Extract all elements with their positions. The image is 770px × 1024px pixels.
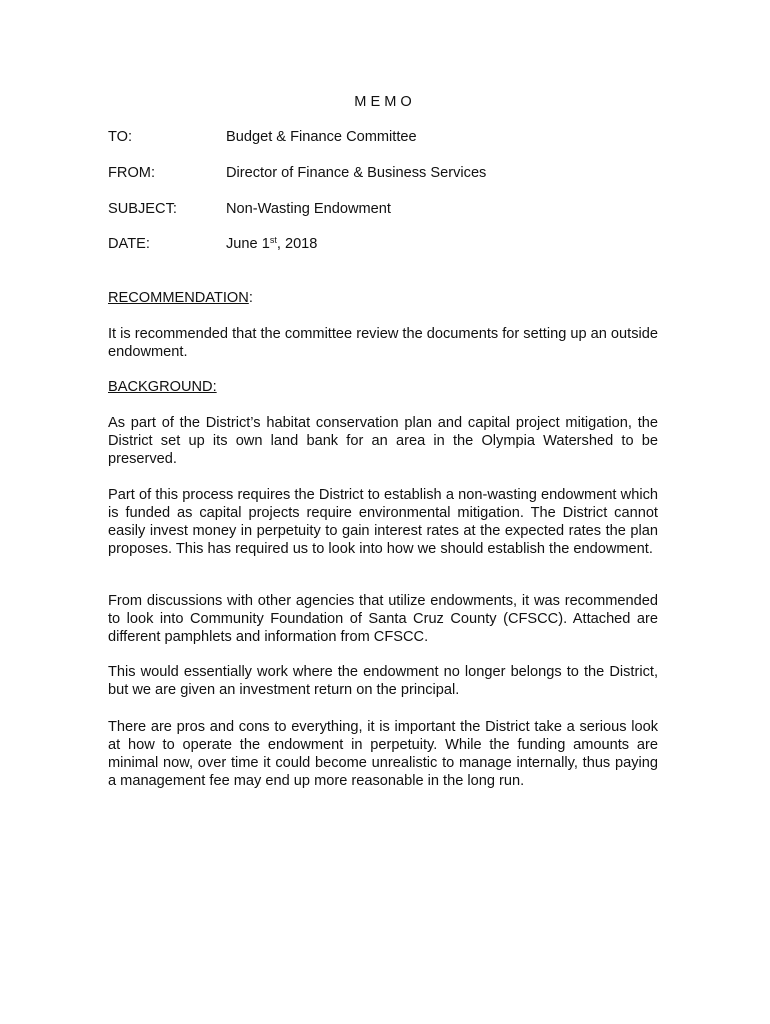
from-label: FROM: xyxy=(108,165,156,181)
to-label: TO: xyxy=(108,129,133,145)
to-value: Budget & Finance Committee xyxy=(226,129,417,145)
from-value: Director of Finance & Business Services xyxy=(226,165,487,181)
date-label: DATE: xyxy=(108,236,150,252)
memo-title: MEMO xyxy=(354,94,416,110)
recommendation-heading xyxy=(108,289,253,307)
date-value xyxy=(226,235,317,253)
to-row xyxy=(108,128,668,148)
subject-row xyxy=(108,200,668,220)
background-paragraph-3: From discussions with other agencies that utilize endowments, it was recommended to look into Community Foundation of Santa Cruz County (CFSCC). Attached are different pamphlets and information from CFSCC. xyxy=(108,593,658,645)
background-paragraph-2: Part of this process requires the District to establish a non-wasting endowment which is funded as capital projects require environmental mitigation. The District cannot easily invest money in perpetuity to gain interest rates at the expected rates the plan proposes. This has required us to look into how we should establish the endowment. xyxy=(108,487,658,557)
background-paragraph-5: There are pros and cons to everything, it is important the District take a serious look at how to operate the endowment in perpetuity. While the funding amounts are minimal now, over time it could become unrealistic to manage internally, thus paying a management fee may end up more reasonable in the long run. xyxy=(108,719,658,789)
background-paragraph-4: This would essentially work where the endowment no longer belongs to the District, but we are given an investment return on the principal. xyxy=(108,664,658,698)
background-heading: BACKGROUND: xyxy=(108,379,217,395)
date-suffix: st xyxy=(269,235,277,245)
recommendation-heading-colon: : xyxy=(248,290,253,306)
date-year: , 2018 xyxy=(276,236,318,252)
from-row xyxy=(108,164,668,184)
background-paragraph-1: As part of the District’s habitat conservation plan and capital project mitigation, the District set up its own land bank for an area in the Olympia Watershed to be preserved. xyxy=(108,415,658,467)
subject-value: Non-Wasting Endowment xyxy=(226,201,391,217)
date-day: June 1 xyxy=(226,236,270,252)
subject-label: SUBJECT: xyxy=(108,201,177,217)
date-row xyxy=(108,235,668,255)
recommendation-text: It is recommended that the committee review the documents for setting up an outside endowment. xyxy=(108,326,658,360)
recommendation-heading-text: RECOMMENDATION xyxy=(108,290,249,306)
